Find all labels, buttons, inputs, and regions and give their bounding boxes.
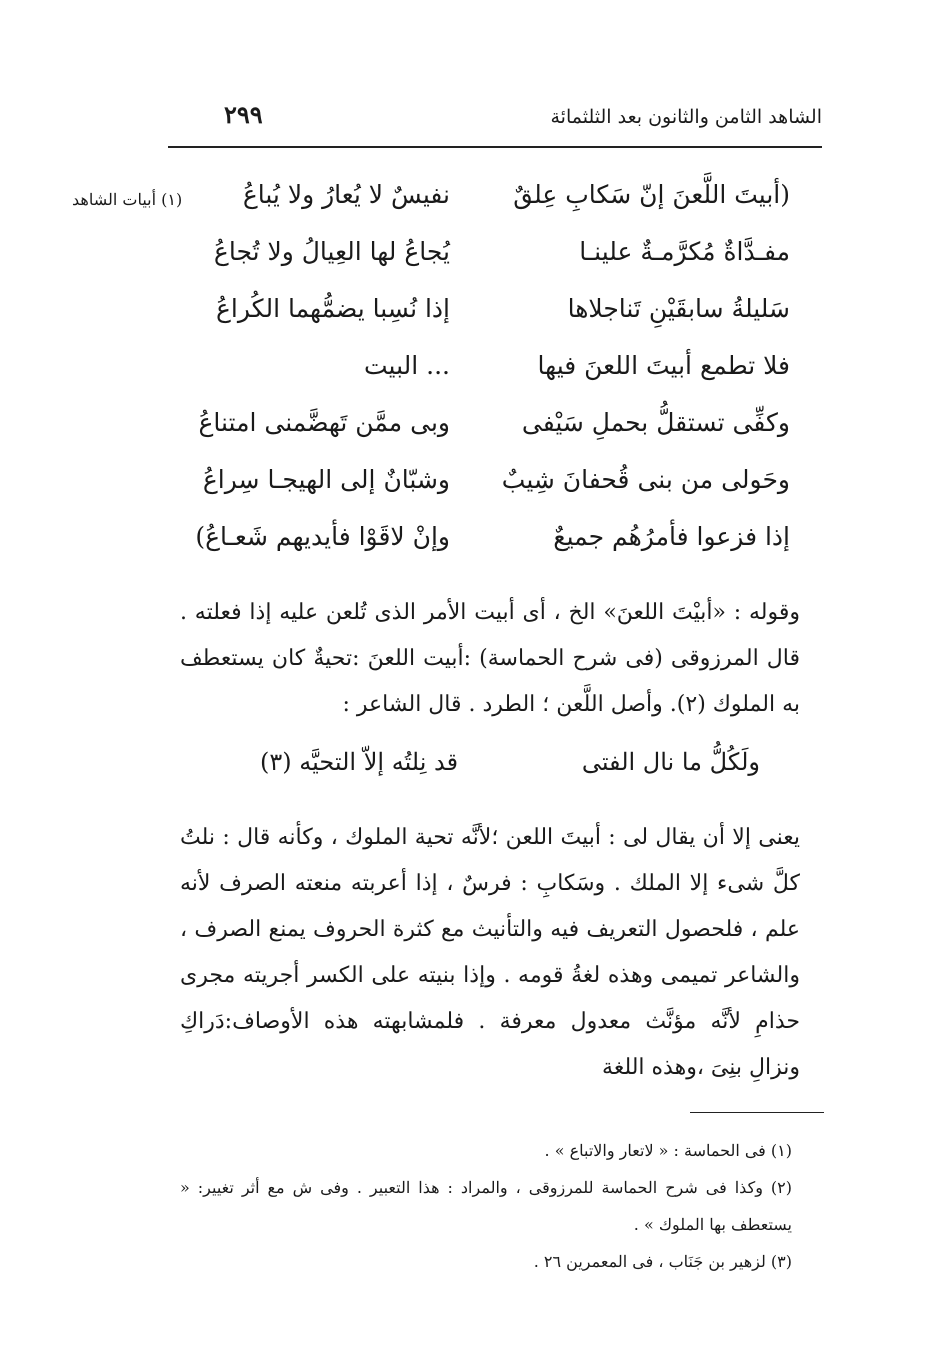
verse-first-hemistich: وكفِّى تستقلُّ بحملِ سَيْفى [521,408,790,437]
verse-line [150,455,790,512]
verse-second-hemistich: يُجاعُ لها العِيالُ ولا تُجاعُ [213,237,450,266]
quoted-verse-first: ولَكُلُّ ما نال الفتى [581,748,760,776]
verse-line [150,512,790,569]
verse-line [150,398,790,455]
verse-line [150,170,790,227]
verse-second-hemistich: وبى ممَّن تَهضَّمنى امتناعُ [198,408,450,437]
footnote: (٣) لزهير بن جَنَاب ، فى المعمرين ٢٦ . [533,1252,792,1271]
verse-first-hemistich: (أبيتَ اللَّعنَ إنّ سَكابِ عِلقٌ [513,180,790,209]
footnote-rule [690,1112,824,1113]
verse-first-hemistich: إذا فزعوا فأمرُهُم جميعٌ [553,522,790,551]
page-number: ٢٩٩ [224,100,263,129]
verse-second-hemistich: وإنْ لاقَوْا فأيديهم شَعـاعُ) [195,522,450,551]
margin-note: (١) أبيات الشاهد [72,190,183,209]
verse-first-hemistich: وحَولى من بنى قُحفانَ شِيبٌ [501,465,790,494]
commentary-paragraph: وقوله : «أبيْتَ اللعنَ» الخ ، أى أبيت الأمر الذى تُلعن عليه إذا فعلته . قال المرزوقى (فى شرح الحماسة) :أبيت اللعنَ :تحيةٌ كان يستعطف به الملوك (٢). وأصل اللَّعن ؛ الطرد . قال الشاعر : [180,600,800,717]
footnotes [180,1132,792,1280]
quoted-verse-second: قد نِلتُه إلاّ التحيَّه (٣) [260,748,459,776]
verse-line [150,341,790,398]
verse-line [150,227,790,284]
commentary-paragraph: يعنى إلا أن يقال لى : أبيتَ اللعن ؛لأنَّه تحية الملوك ، وكأنه قال : نلتُ كلَّ شىء إلا الملك . وسَكابِ : فرسٌ ، إذا أعربته منعته الصرف لأنه علم ، فلحصول التعريف فيه والتأنيث مع كثرة الحروف يمنع الصرف ، والشاعر تميمى وهذه لغةُ قومه . وإذا بنيته على الكسر أجريته مجرى حذامِ لأنَّه مؤنَّث معدول معرفة . فلمشابهته هذه الأوصاف:دَراكِ ونزالِ بنِىَ ،وهذه اللغة [180,825,801,1080]
verse-second-hemistich: وشبّانٌ إلى الهيجـا سِراعُ [202,465,450,494]
verse-first-hemistich: سَليلةُ سابقَيْنِ تَناجلاها [567,294,790,323]
verse-line [150,284,790,341]
footnote: (١) فى الحماسة : « لاتعار والاتباع » . [544,1141,792,1160]
verse-first-hemistich: مفـدَّاةٌ مُكرَّمـةٌ علينـا [579,237,790,266]
running-head: الشاهد الثامن والثانون بعد الثلثمائة [550,106,822,128]
poem-verses [150,170,790,569]
page-header [168,100,822,140]
verse-second-hemistich: ... البيت [364,351,450,380]
header-rule [168,146,822,148]
verse-first-hemistich: فلا تطمع أبيتَ اللعنَ فيها [537,351,790,380]
verse-second-hemistich: نفيسٌ لا يُعارُ ولا يُباعُ [242,180,450,209]
verse-second-hemistich: إذا نُسِبا يضمُّهما الكُراعُ [216,294,450,323]
footnote: (٢) وكذا فى شرح الحماسة للمرزوقى ، والمراد : هذا التعبير . وفى ش مع أثر تغيير: « يستعطف بها الملوك » . [180,1178,792,1234]
